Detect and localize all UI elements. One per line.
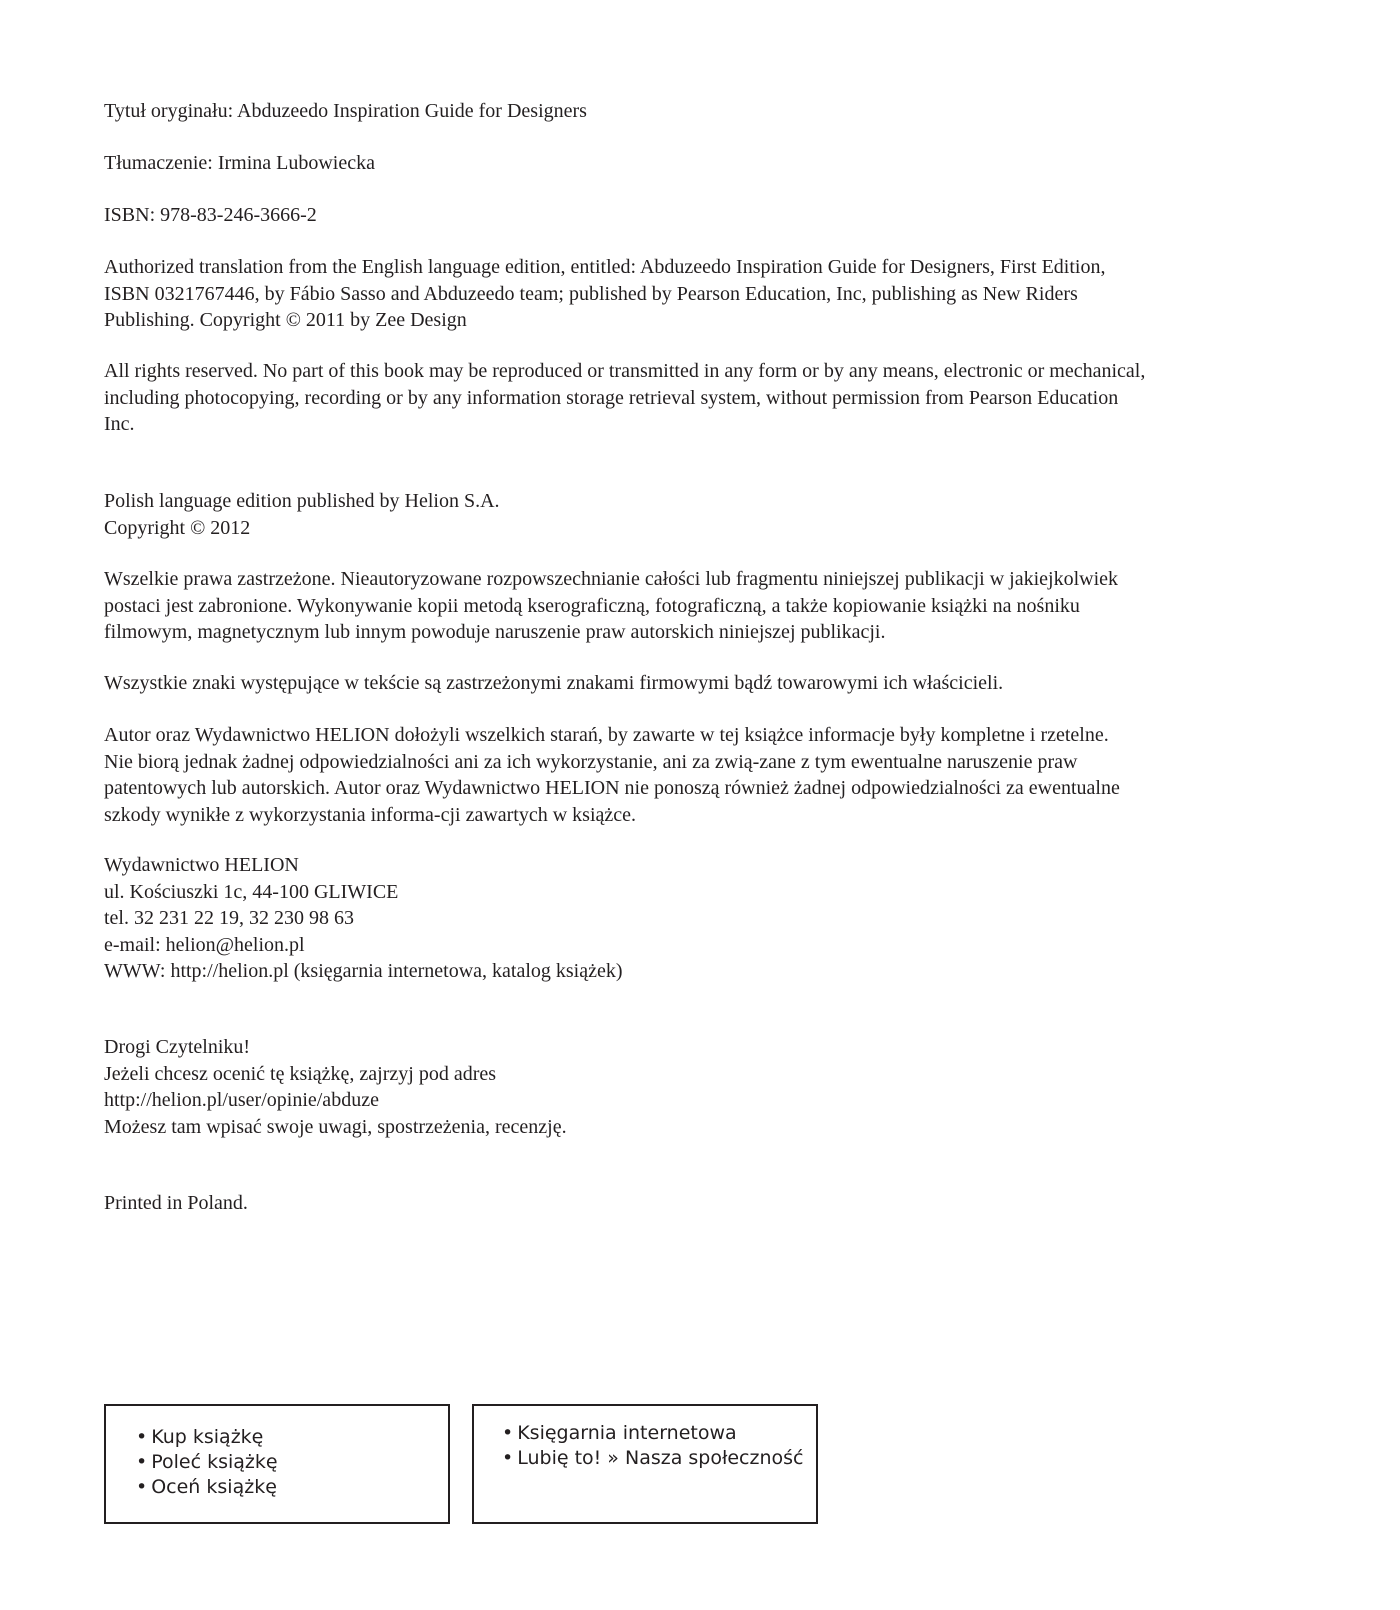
text-line: including photocopying, recording or by any information storage retrieval system, without permission from Pearson Education: [104, 386, 1119, 409]
text-line: Publishing. Copyright © 2011 by Zee Design: [104, 309, 467, 331]
link-label: Oceń książkę: [151, 1476, 277, 1498]
reader-note: [104, 1034, 1304, 1140]
recommend-book-link[interactable]: [136, 1450, 448, 1475]
printed-in: Printed in Poland.: [104, 1192, 248, 1214]
bullet-icon: •: [136, 1451, 148, 1473]
publisher-phone: tel. 32 231 22 19, 32 230 98 63: [104, 907, 354, 929]
rights-reserved-paragraph: [104, 358, 1304, 438]
book-actions-box: [104, 1404, 450, 1524]
text-line: Wszelkie prawa zastrzeżone. Nieautoryzowane rozpowszechnianie całości lub fragmentu niniejszej publikacji w jakiejkolwiek: [104, 568, 1119, 590]
bullet-icon: •: [502, 1447, 514, 1469]
text-line: Copyright © 2012: [104, 516, 251, 539]
publisher-name: Wydawnictwo HELION: [104, 854, 299, 876]
link-label: Księgarnia internetowa: [517, 1422, 737, 1444]
link-label: Kup książkę: [151, 1426, 264, 1448]
bullet-icon: •: [136, 1426, 148, 1448]
text-line: Polish language edition published by Helion S.A.: [104, 490, 500, 512]
text-line: patentowych lub autorskich. Autor oraz Wydawnictwo HELION nie ponoszą również żadnej odpowiedzialności za ewentualne: [104, 777, 1120, 799]
text-line: ISBN 0321767446, by Fábio Sasso and Abduzeedo team; published by Pearson Education, Inc, publishing as New Riders: [104, 282, 1078, 305]
text-line: postaci jest zabronione. Wykonywanie kopii metodą kserograficzną, fotograficzną, a także kopiowanie książki na nośniku: [104, 594, 1080, 617]
community-link[interactable]: [502, 1446, 816, 1471]
publisher-website: WWW: http://helion.pl (księgarnia internetowa, katalog książek): [104, 960, 623, 982]
buy-book-link[interactable]: [136, 1425, 448, 1450]
link-label: Lubię to! » Nasza społeczność: [517, 1447, 804, 1469]
text-line: All rights reserved. No part of this book may be reproduced or transmitted in any form or by any means, electronic or mechanical,: [104, 360, 1146, 382]
original-title: Tytuł oryginału: Abduzeedo Inspiration Guide for Designers: [104, 100, 587, 122]
link-label: Poleć książkę: [151, 1451, 278, 1473]
text-line: filmowym, magnetycznym lub innym powoduje naruszenie praw autorskich niniejszej publikacji.: [104, 621, 886, 643]
polish-edition-paragraph: [104, 488, 1304, 541]
text-line: Authorized translation from the English language edition, entitled: Abduzeedo Inspiration Guide for Designers, First Edition,: [104, 256, 1106, 278]
reader-greeting: Drogi Czytelniku!: [104, 1036, 251, 1058]
disclaimer-paragraph: [104, 722, 1304, 828]
authorized-translation-paragraph: [104, 254, 1304, 334]
bullet-icon: •: [502, 1422, 514, 1444]
text-line: Inc.: [104, 413, 135, 435]
bullet-icon: •: [136, 1476, 148, 1498]
rate-book-link[interactable]: [136, 1475, 448, 1500]
text-line: Jeżeli chcesz ocenić tę książkę, zajrzyj pod adres: [104, 1062, 497, 1085]
store-links-box: [472, 1404, 818, 1524]
publisher-email: e-mail: helion@helion.pl: [104, 933, 305, 956]
translator: Tłumaczenie: Irmina Lubowiecka: [104, 152, 375, 174]
publisher-address: [104, 852, 1304, 985]
review-url: http://helion.pl/user/opinie/abduze: [104, 1089, 379, 1111]
rights-pl-paragraph: [104, 566, 1304, 646]
text-line: Nie biorą jednak żadnej odpowiedzialności ani za ich wykorzystanie, ani za zwią-zane z tym ewentualne naruszenie praw: [104, 750, 1078, 773]
online-bookstore-link[interactable]: [502, 1421, 816, 1446]
publisher-street: ul. Kościuszki 1c, 44-100 GLIWICE: [104, 880, 399, 903]
text-line: szkody wynikłe z wykorzystania informa-cji zawartych w książce.: [104, 803, 637, 826]
trademarks-paragraph: Wszystkie znaki występujące w tekście są zastrzeżonymi znakami firmowymi bądź towarowymi ich właścicieli.: [104, 672, 1004, 694]
isbn: ISBN: 978-83-246-3666-2: [104, 204, 317, 226]
text-line: Możesz tam wpisać swoje uwagi, spostrzeżenia, recenzję.: [104, 1115, 567, 1138]
text-line: Autor oraz Wydawnictwo HELION dołożyli wszelkich starań, by zawarte w tej książce informacje były kompletne i rzetelne.: [104, 724, 1109, 746]
